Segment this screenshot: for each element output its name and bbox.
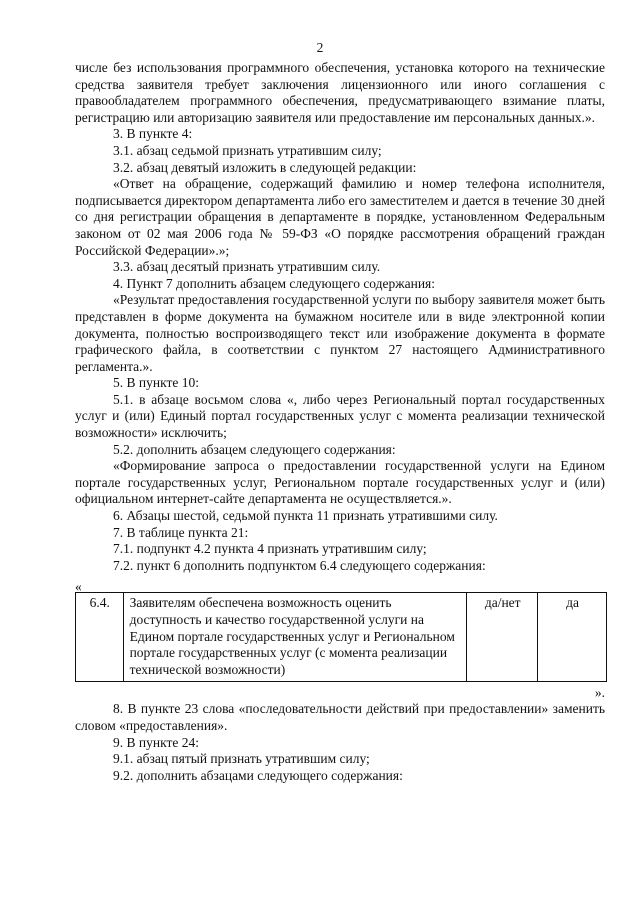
paragraph: 3. В пункте 4: — [113, 126, 193, 142]
paragraph: 5.2. дополнить абзацем следующего содержания: — [113, 441, 396, 457]
table-cell-text: Заявителям обеспечена возможность оценить доступность и качество государственной услуги на Едином портале государственных услуг и Региональном портале государственных услуг (с момента реализации технической возможности) — [123, 593, 467, 682]
paragraph: 8. В пункте 23 слова «последовательности действий при предоставлении» заменить словом «предоставления». — [75, 701, 605, 733]
paragraph: 3.1. абзац седьмой признать утратившим силу; — [113, 142, 382, 158]
paragraphs-top — [75, 60, 605, 574]
paragraph: числе без использования программного обеспечения, установка которого на технические средства заявителя требует заключения лицензионного или иного соглашения с правообладателем программного обеспечения, предусматривающего взимание платы, регистрацию или авторизацию заявителя или предоставление им персональных данных.». — [75, 60, 605, 125]
paragraph: 3.3. абзац десятый признать утратившим силу. — [113, 259, 381, 275]
paragraph: 7.2. пункт 6 дополнить подпунктом 6.4 следующего содержания: — [113, 557, 486, 573]
paragraph: «Ответ на обращение, содержащий фамилию и номер телефона исполнителя, подписывается директором департамента либо его заместителем и дается в течение 30 дней со дня регистрации обращения в департаменте в порядке, установленном Федеральным законом от 02 мая 2006 года № 59-ФЗ «О порядке рассмотрения обращений граждан Российской Федерации».»; — [75, 176, 605, 258]
paragraph: «Результат предоставления государственной услуги по выбору заявителя может быть представлен в форме документа на бумажном носителе или в виде электронной копии документа, полностью воспроизводящего текст или изображение документа в формате графического файла, в соответствии с пунктом 27 настоящего Административного регламента.». — [75, 292, 605, 374]
paragraph: 7. В таблице пункта 21: — [113, 524, 249, 540]
open-quote: « — [75, 579, 82, 595]
document-body — [75, 60, 605, 784]
table-cell-value: да — [538, 593, 607, 682]
paragraph: 5.1. в абзаце восьмом слова «, либо через Региональный портал государственных услуг и (или) Единый портал государственных услуг с момента реализации технической возможности» исключить; — [75, 391, 605, 441]
paragraph: 6. Абзацы шестой, седьмой пункта 11 признать утратившими силу. — [113, 508, 498, 524]
paragraph: 9. В пункте 24: — [113, 734, 199, 750]
paragraph: 9.1. абзац пятый признать утратившим силу; — [113, 751, 370, 767]
page-number: 2 — [316, 40, 324, 55]
criteria-table — [75, 592, 607, 682]
paragraph: 4. Пункт 7 дополнить абзацем следующего содержания: — [113, 275, 436, 291]
paragraph: 9.2. дополнить абзацами следующего содержания: — [113, 767, 403, 783]
paragraph: «Формирование запроса о предоставлении государственной услуги на Едином портале государственных услуг, Региональном портале государственных услуг и (или) официальном интернет-сайте департамента не осуществляется.». — [75, 458, 605, 507]
table-cell-number: 6.4. — [76, 593, 124, 682]
paragraphs-bottom — [75, 701, 605, 784]
paragraph: 5. В пункте 10: — [113, 375, 199, 391]
table-cell-unit: да/нет — [467, 593, 538, 682]
paragraph: 3.2. абзац девятый изложить в следующей редакции: — [113, 159, 417, 175]
paragraph: 7.1. подпункт 4.2 пункта 4 признать утратившим силу; — [113, 541, 427, 557]
close-quote: ». — [594, 685, 605, 701]
table-row — [76, 593, 607, 682]
